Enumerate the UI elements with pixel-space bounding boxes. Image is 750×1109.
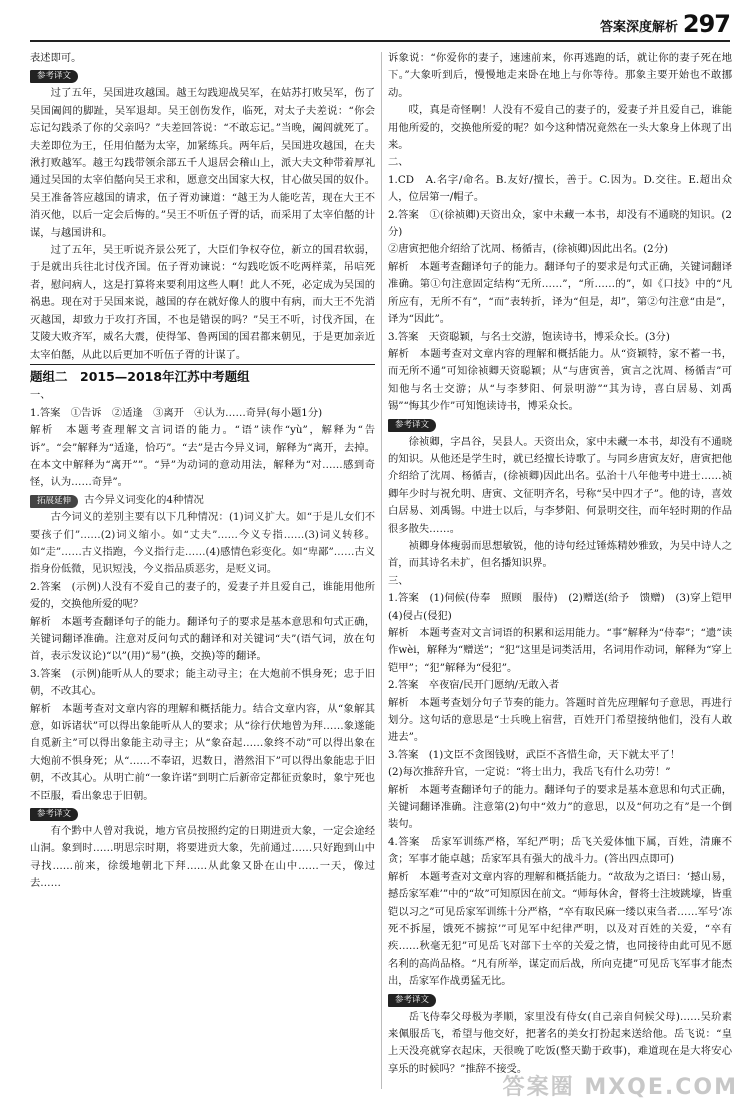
- answer-r2: 2.答案 ①(徐祯卿)天资出众，家中未藏一本书，却没有不通晓的知识。(2分): [388, 208, 732, 239]
- reference-body: 有个黔中人曾对我说，地方官员按照约定的日期进贡大象，一定会途经山洞。象到时……明思宗时期，将要进贡大象，先前通过……只好跑到山中寻找……前来，徐缓地朝北下拜……从此象又卧在山中……一天，像过去……: [30, 825, 375, 890]
- answer-s4: 4.答案 岳家军训练严格，军纪严明；岳飞关爱体恤下属，百姓，清廉不贪；军事才能卓越；岳家军具有强大的战斗力。(答出四点即可): [388, 835, 732, 866]
- analysis-s3: 解析 本题考查翻译句子的能力。翻译句子的要求是基本意思和句式正确，关键词翻译准确。注意第(2)句中“效力”的意思，以及“何功之有”是一个倒装句。: [388, 783, 732, 831]
- analysis-r2: 解析 本题考查翻译句子的能力。翻译句子的要求是句式正确，关键词翻译准确。第①句注意固定结构“无所……”，“所……的”，如《口技》中的“凡所应有，无所不有”，“而”表转折，译为“但是，却”，第②句注意“由是”，译为“因此”。: [388, 260, 732, 326]
- analysis-r3: 解析 本题考查对文章内容的理解和概括能力。从“资颖特，家不蓄一书，而无所不通”可知徐祯卿天资聪颖；从“与唐寅善，寅言之沈周、杨循吉”可知他与名士交游；从“与李梦阳、何景明游”“其为诗，喜白居易、刘禹锡”“悔其少作”可知饱读诗书，博采众长。: [388, 347, 732, 413]
- extension-body: 古今词义的差别主要有以下几种情况：(1)词义扩大。如“于是儿女们不要孩子们”……(2)词义缩小。如“丈夫”……今义专指……(3)词义转移。如“走”……古义指跑，今义指行走……(4)感情色彩变化。如“卑鄙”……古义指身份低微，见识短浅，今义指品质恶劣，是贬义词。: [30, 511, 375, 576]
- continued-text: 诉象说：“你爱你的妻子，速速前来，你再逃跑的话，就让你的妻子死在地下。”大象听到后，慢慢地走来卧在地上与你等待。那象主要开始也不敢挪动。: [388, 52, 732, 99]
- page-header: [30, 10, 730, 40]
- answer-s3b: (2)每次推辞升官，一定说：“将士出力，我岳飞有什么功劳！”: [388, 766, 671, 779]
- section-number: 二、: [388, 156, 409, 169]
- continued-text: 哎，真是奇怪啊！人没有不爱自己的妻子的，爱妻子并且爱自己，谁能用他所爱的，交换他所爱的呢？如今这种情况竟然在一头大象身上体现了出来。: [388, 104, 732, 152]
- group-title: 题组二 2015—2018年江苏中考题组: [30, 368, 250, 384]
- section-number: 一、: [30, 389, 51, 402]
- answer-1: 1.答案 ①告诉 ②适逢 ③离开 ④认为……奇异(每小题1分): [30, 406, 323, 419]
- page-number: 297: [682, 10, 730, 38]
- column-divider: [381, 52, 382, 1089]
- answer-3: 3.答案 (示例)能听从人的要求；能主动寻主；在大炮前不惧身死；忠于旧朝，不改其心。: [30, 667, 375, 698]
- left-column: [30, 50, 375, 893]
- answer-r2b: ②唐寅把他介绍给了沈周、杨循吉，(徐祯卿)因此出名。(2分): [388, 243, 669, 256]
- analysis-s2: 解析 本题考查划分句子节奏的能力。答题时首先应理解句子意思，再进行划分。这句话的意思是“士兵晚上宿营，百姓开门希望接纳他们，没有人敢进去”。: [388, 696, 732, 744]
- paragraph: 表述即可。: [30, 52, 82, 64]
- analysis-1: 解析 本题考查理解文言词语的能力。“语”读作“yù”，解释为“告诉”。“会”解释为“适逢，恰巧”。“去”是古今异义词，解释为“离开，去掉。在本文中解释为“离开””。“异”为动词的意动用法，解释为“对……感到奇怪，认为……奇异”。: [30, 424, 375, 489]
- analysis-3: 解析 本题考查对文章内容的理解和概括能力。结合文章内容，从“象解其意，如诉诸状”可以得出象能听从人的要求；从“徐行伏地曾为拜……象遂能自觅新主”可以得出象能主动寻主；从“象奋起……象终不动”可以得出象在大炮前不惧身死；从“……不奉诏，迟数日，潜然泪下”可以得出象能忠于旧朝，不改其心。从明亡前“一象许诺”到明亡后新帝定都征贡象时，象宁死也不臣服，看出象忠于旧朝。: [30, 702, 375, 802]
- badge-extension: 拓展延伸: [30, 495, 78, 508]
- header-rule: [30, 40, 730, 42]
- badge-translation: 参考译文: [30, 70, 78, 83]
- analysis-s1: 解析 本题考查对文言词语的积累和运用能力。“事”解释为“侍奉”；“遗”读作wèi，解释为“赠送”；“犯”这里是词类活用，名词用作动词，解释为“穿上铠甲”；“犯”解释为“侵犯”。: [388, 627, 732, 674]
- translation-paragraph: 岳飞侍奉父母极为孝顺，家里没有侍女(自己亲自伺候父母)……吴玠素来佩服岳飞，希望与他交好，把著名的美女打扮起来送给他。岳飞说：“皇上天没亮就穿衣起床，天很晚了吃饭(整天勤于政事)，难道现在是大将安心享乐的时候吗？”推辞不接受。: [388, 1010, 732, 1075]
- translation-paragraph: 祯卿身体瘦弱而思想敏锐，他的诗句经过锤炼精妙雅致，为吴中诗人之首，而其诗名未扩，但名播知识界。: [388, 539, 732, 570]
- answer-r3: 3.答案 天资聪颖，与名士交游，饱读诗书，博采众长。(3分): [388, 330, 670, 343]
- right-column: [388, 50, 743, 1078]
- badge-translation: 参考译文: [388, 994, 436, 1007]
- extension-heading: [30, 492, 375, 509]
- answer-s3: 3.答案 (1)文臣不贪图钱财，武臣不吝惜生命，天下就太平了！: [388, 748, 681, 761]
- extension-title: 古今异义词变化的4种情况: [84, 493, 204, 506]
- badge-reference: 参考译文: [30, 808, 78, 821]
- section-rule: [30, 364, 375, 365]
- badge-translation: 参考译文: [388, 419, 436, 432]
- answer-r1: 1.CD A.名字/命名。B.友好/擅长，善于。C.因为。D.交往。E.超出众人，位居第一/帽子。: [388, 173, 732, 204]
- translation-paragraph: 过了五年，吴国进攻越国。越王勾践迎战吴军，在姑苏打败吴军，伤了吴国阖闾的脚趾，吴军退却。吴王创伤发作，临死，对太子夫差说：“你会忘记勾践杀了你的父亲吗？”夫差回答说：“不敢忘记。”当晚，阖闾就死了。夫差即位为王，任用伯嚭为太宰，加紧练兵。两年后，吴国进攻越国，在夫湫打败越军。越王勾践带领余部五千人退居会稽山上，派大夫文种带着厚礼通过吴国的太宰伯嚭向吴王求和，愿意交出国家大权，甘心做吴国的奴仆。吴王准备答应越国的请求，伍子胥劝谏道：“越王为人能吃苦，现在大王不消灭他，以后一定会后悔的。”吴王不听伍子胥的话，而采用了太宰伯嚭的计谋，与越国讲和。: [30, 87, 375, 239]
- watermark-logo: 答案圈 MXQE.COM: [502, 1075, 738, 1100]
- answer-2: 2.答案 (示例)人没有不爱自己的妻子的，爱妻子并且爱自己，谁能用他所爱的，交换他所爱的呢？: [30, 580, 375, 611]
- translation-paragraph: 过了五年，吴王听说齐景公死了，大臣们争权夺位，新立的国君软弱，于是就出兵往北讨伐齐国。伍子胥劝谏说：“勾践吃饭不吃两样菜，吊唁死者，慰问病人，这是打算将来要利用这些人啊！此人不死，必定成为吴国的祸患。现在对于吴国来说，越国的存在就好像人的腹中有病，而大王不先消灭越国，却致力于攻打齐国，不也是错误的吗？”吴王不听，讨伐齐国，在艾陵大败齐军，威名大震，使得邹、鲁两国的国君都来朝见，于是更加亲近太宰伯嚭，从此以后更加不听伍子胥的计谋了。: [30, 244, 375, 361]
- answer-s1: 1.答案 (1)伺候(侍奉 照顾 服侍) (2)赠送(给予 馈赠) (3)穿上铠甲 (4)侵占(侵犯): [388, 592, 743, 622]
- analysis-s4: 解析 本题考查对文章内容的理解和概括能力。“故敌为之语曰：‘撼山易，撼岳家军难’”中的“故”可知原因在前文。“师每休舍，督将士注坡跳壕，皆重铠以习之”可见岳家军训练十分严格，“卒有取民麻一缕以束刍者……军号‘冻死不拆屋，饿死不掳掠’”可见军中纪律严明，以及对百姓的关爱，“卒有疾……秋毫无犯”可见岳飞对部下士卒的关爱之情，也同接待由此可见不愿名利的高尚品格。“凡有所举，谋定而后战，所向克捷”可见岳飞军事才能杰出，岳家军作战勇猛无比。: [388, 870, 732, 988]
- translation-paragraph: 徐祯卿，字昌谷，吴县人。天资出众，家中未藏一本书，却没有不通晓的知识。从他还是学生时，就已经擅长诗歌了。与同乡唐寅友好，唐寅把他介绍给了沈周、杨循吉，(徐祯卿)因此出名。弘治十八年他考中进士……祯卿年少时与祝允明、唐寅、文征明齐名，号称“吴中四才子”。他的诗，喜效白居易、刘禹锡。中进士以后，与李梦阳、何景明交往，而年轻时期的作品很多散失……。: [388, 435, 732, 535]
- analysis-2: 解析 本题考查翻译句子的能力。翻译句子的要求是基本意思和句式正确，关键词翻译准确。注意对反问句式的翻译和对关键词“夫”(语气词，放在句首，表示发议论)“以”(用)“易”(换，交换)等的翻译。: [30, 615, 375, 663]
- section-number: 三、: [388, 574, 409, 587]
- section-title: 答案深度解析: [599, 20, 678, 35]
- answer-s2: 2.答案 卒夜宿/民开门愿纳/无敢入者: [388, 679, 560, 692]
